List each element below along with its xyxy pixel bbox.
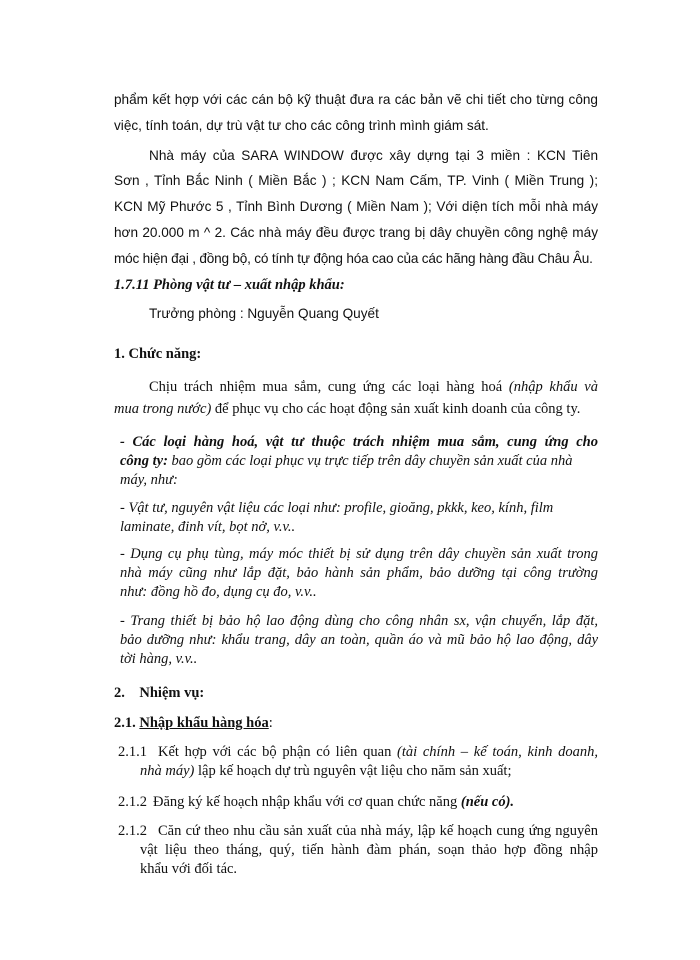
bullet-line: máy, như: [120, 472, 178, 488]
item-number: 2.1.2 [118, 794, 147, 810]
paragraph-line: phẩm kết hợp với các cán bộ kỹ thuật đưa ra các bản vẽ chi tiết cho từng công [114, 92, 598, 107]
paragraph-line: mua trong nước) để phục vụ cho các hoạt động sản xuất kinh doanh của công ty. [114, 401, 581, 417]
bullet-line: như: đồng hồ đo, dụng cụ đo, v.v.. [120, 584, 317, 600]
bullet-line: nhà máy cũng như lắp đặt, bảo hành sản phẩm, bảo dưỡng tại công trường [120, 565, 598, 581]
paragraph-line: Sơn , Tỉnh Bắc Ninh ( Miền Bắc ) ; KCN Nam Cấm, TP. Vinh ( Miền Trung ); [114, 173, 598, 188]
item-line: Đăng ký kế hoạch nhập khẩu với cơ quan chức năng (nếu có). [153, 794, 515, 810]
item-line: nhà máy) lập kế hoạch dự trù nguyên vật liệu cho năm sản xuất; [140, 763, 512, 779]
bullet-line: - Trang thiết bị bảo hộ lao động dùng cho công nhân sx, vận chuyển, lắp đặt, [120, 613, 598, 629]
item-line: vật liệu theo tháng, quý, tiến hành đàm phán, soạn thảo hợp đồng nhập [140, 842, 598, 858]
item-number: 2.1.1 [118, 744, 147, 760]
item-line: Căn cứ theo nhu cầu sản xuất của nhà máy, lập kế hoạch cung ứng nguyên [158, 823, 598, 839]
item-line: khẩu với đối tác. [140, 861, 238, 877]
heading-function: 1. Chức năng: [114, 346, 202, 362]
bullet-line: công ty: bao gồm các loại phục vụ trực tiếp trên dây chuyền sản xuất của nhà [120, 453, 573, 469]
paragraph-line: Nhà máy của SARA WINDOW được xây dựng tại 3 miền : KCN Tiên [149, 148, 598, 163]
heading-duties: 2. Nhiệm vụ: [114, 685, 205, 701]
subheading-import: 2.1. Nhập khẩu hàng hóa: [114, 715, 273, 731]
paragraph-line: hơn 20.000 m ^ 2. Các nhà máy đều được trang bị dây chuyền công nghệ máy [114, 225, 598, 240]
paragraph-line: KCN Mỹ Phước 5 , Tỉnh Bình Dương ( Miền Nam ); Với diện tích mỗi nhà máy [114, 199, 598, 214]
bullet-line: bảo dưỡng như: khẩu trang, dây an toàn, quần áo và mũ bảo hộ lao động, dây [120, 632, 598, 648]
bullet-line: laminate, đinh vít, bọt nở, v.v.. [120, 519, 296, 535]
bullet-line: - Vật tư, nguyên vật liệu các loại như: profile, gioăng, pkkk, keo, kính, film [120, 500, 554, 516]
paragraph-line: móc hiện đại , đồng bộ, có tính tự động hóa cao của các hãng hàng đầu Châu Âu. [114, 251, 593, 266]
bullet-line: - Các loại hàng hoá, vật tư thuộc trách nhiệm mua sắm, cung ứng cho [120, 434, 598, 450]
section-title: 1.7.11 Phòng vật tư – xuất nhập khẩu: [114, 277, 345, 293]
paragraph-line: việc, tính toán, dự trù vật tư cho các công trình mình giám sát. [114, 118, 489, 133]
item-number: 2.1.2 [118, 823, 147, 839]
item-line: Kết hợp với các bộ phận có liên quan (tài chính – kế toán, kinh doanh, [158, 744, 598, 760]
bullet-line: - Dụng cụ phụ tùng, máy móc thiết bị sử dụng trên dây chuyền sản xuất trong [120, 546, 598, 562]
bullet-line: tời hàng, v.v.. [120, 651, 198, 667]
paragraph-line: Chịu trách nhiệm mua sắm, cung ứng các loại hàng hoá (nhập khẩu và [149, 379, 598, 395]
department-head: Trưởng phòng : Nguyễn Quang Quyết [149, 306, 379, 321]
